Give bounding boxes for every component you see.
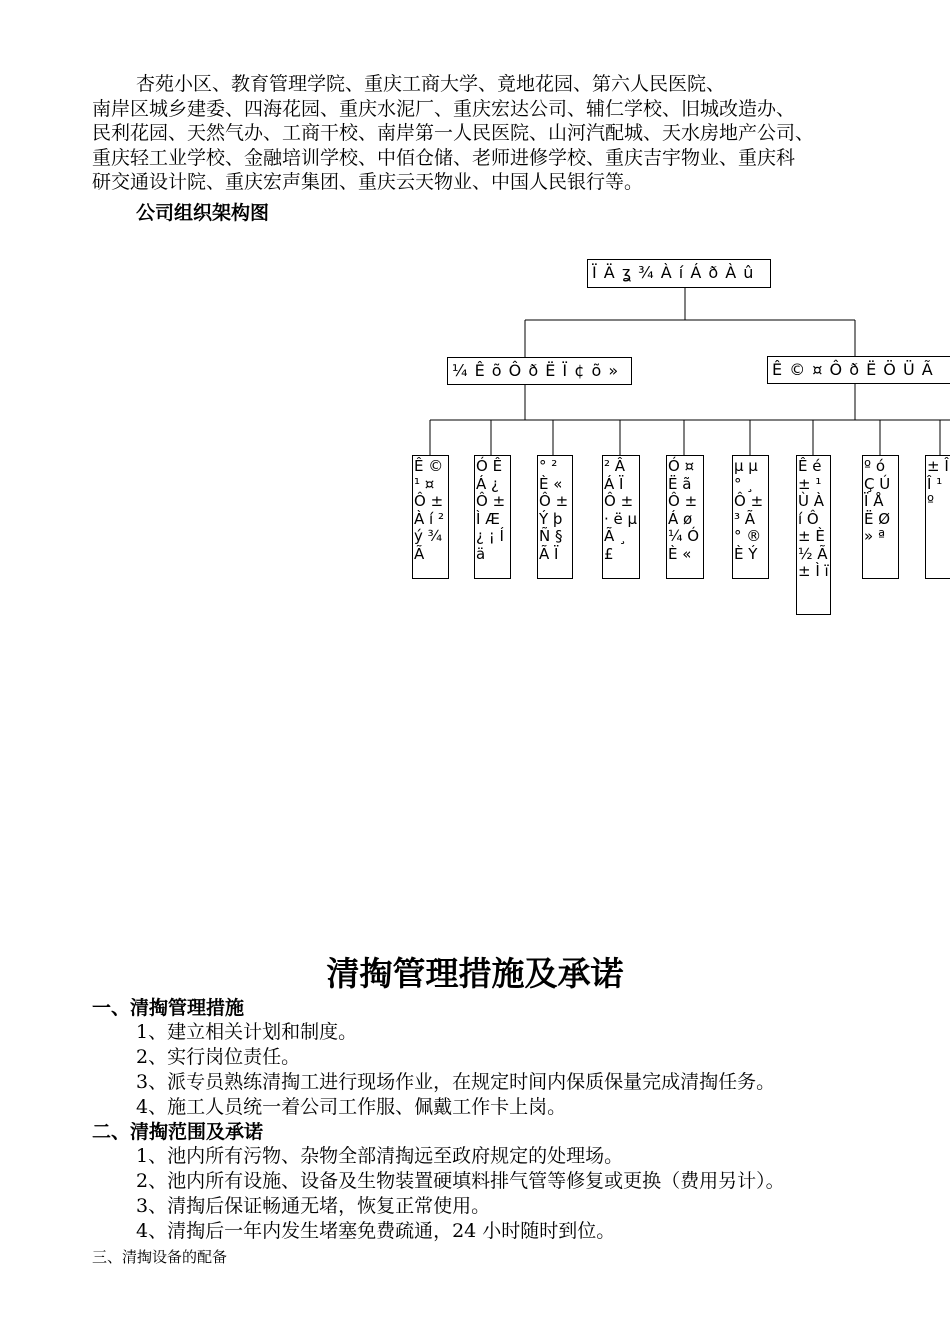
org-mid-box-left: ¼ Ê õ Ô ð Ë Ï ¢ õ »	[447, 357, 632, 385]
part1-heading: 一、清掏管理措施	[92, 997, 245, 1019]
org-chart-heading: 公司组织架构图	[136, 202, 270, 224]
part3-heading: 三、清掏设备的配备	[92, 1248, 228, 1266]
org-leaf-box: ² Â Á Ï Ô ± · ë µ Ã ¸ £	[602, 455, 640, 579]
org-leaf-box: º ó Ç Ú Ï Å Ë Ø » ª	[862, 455, 899, 579]
part1-item: 3、派专员熟练清掏工进行现场作业，在规定时间内保质保量完成清掏任务。	[136, 1071, 776, 1093]
part2-item: 4、清掏后一年内发生堵塞免费疏通，24 小时随时到位。	[136, 1220, 616, 1242]
part2-heading: 二、清掏范围及承诺	[92, 1121, 264, 1143]
intro-line: 南岸区城乡建委、四海花园、重庆水泥厂、重庆宏达公司、辅仁学校、旧城改造办、	[92, 97, 796, 120]
org-leaf-box: Ê é ± ¹ Ù À í Ô ± È ½ Ã ± Ì ï	[796, 455, 831, 615]
part1-item: 1、建立相关计划和制度。	[136, 1021, 358, 1043]
org-leaf-box: Ê © ¹ ¤ Ô ± À í ² ý ¾ Ã	[412, 455, 449, 579]
org-top-box: Ï Ä ʓ ¾ À í Á ð À û	[587, 259, 771, 288]
org-leaf-box: µ µ ° ¸ Ô ± ³ Ã ° ® È Ý	[732, 455, 769, 579]
org-leaf-box: ± Î Î ¹ º	[925, 455, 950, 579]
section-title: 清掏管理措施及承诺	[326, 954, 624, 993]
part2-item: 3、清掏后保证畅通无堵，恢复正常使用。	[136, 1195, 491, 1217]
part1-item: 4、施工人员统一着公司工作服、佩戴工作卡上岗。	[136, 1096, 567, 1118]
org-leaf-box: Ó ¤ Ë ã Ô ± Á ø ¼ Ó È «	[666, 455, 704, 579]
org-leaf-box: Ó Ê Á ¿ Ô ± Ì Æ ¿ ¡ Í ä	[474, 455, 511, 579]
intro-line: 研交通设计院、重庆宏声集团、重庆云天物业、中国人民银行等。	[92, 171, 644, 193]
part2-item: 2、池内所有设施、设备及生物装置硬填料排气管等修复或更换（费用另计）。	[136, 1170, 785, 1192]
intro-line: 重庆轻工业学校、金融培训学校、中佰仓储、老师进修学校、重庆吉宇物业、重庆科	[92, 146, 796, 169]
intro-line: 杏苑小区、教育管理学院、重庆工商大学、竟地花园、第六人民医院、	[136, 73, 726, 95]
part1-item: 2、实行岗位责任。	[136, 1046, 301, 1068]
org-leaf-box: ° ² È « Ô ± Ý þ Ñ § Ã Ï	[537, 455, 573, 579]
org-mid-box-right: Ê © ¤ Ô ð Ë Ö Ü Ã	[767, 356, 950, 384]
intro-line: 民利花园、天然气办、工商干校、南岸第一人民医院、山河汽配城、天水房地产公司、	[92, 122, 815, 144]
part2-item: 1、池内所有污物、杂物全部清掏远至政府规定的处理场。	[136, 1145, 624, 1167]
